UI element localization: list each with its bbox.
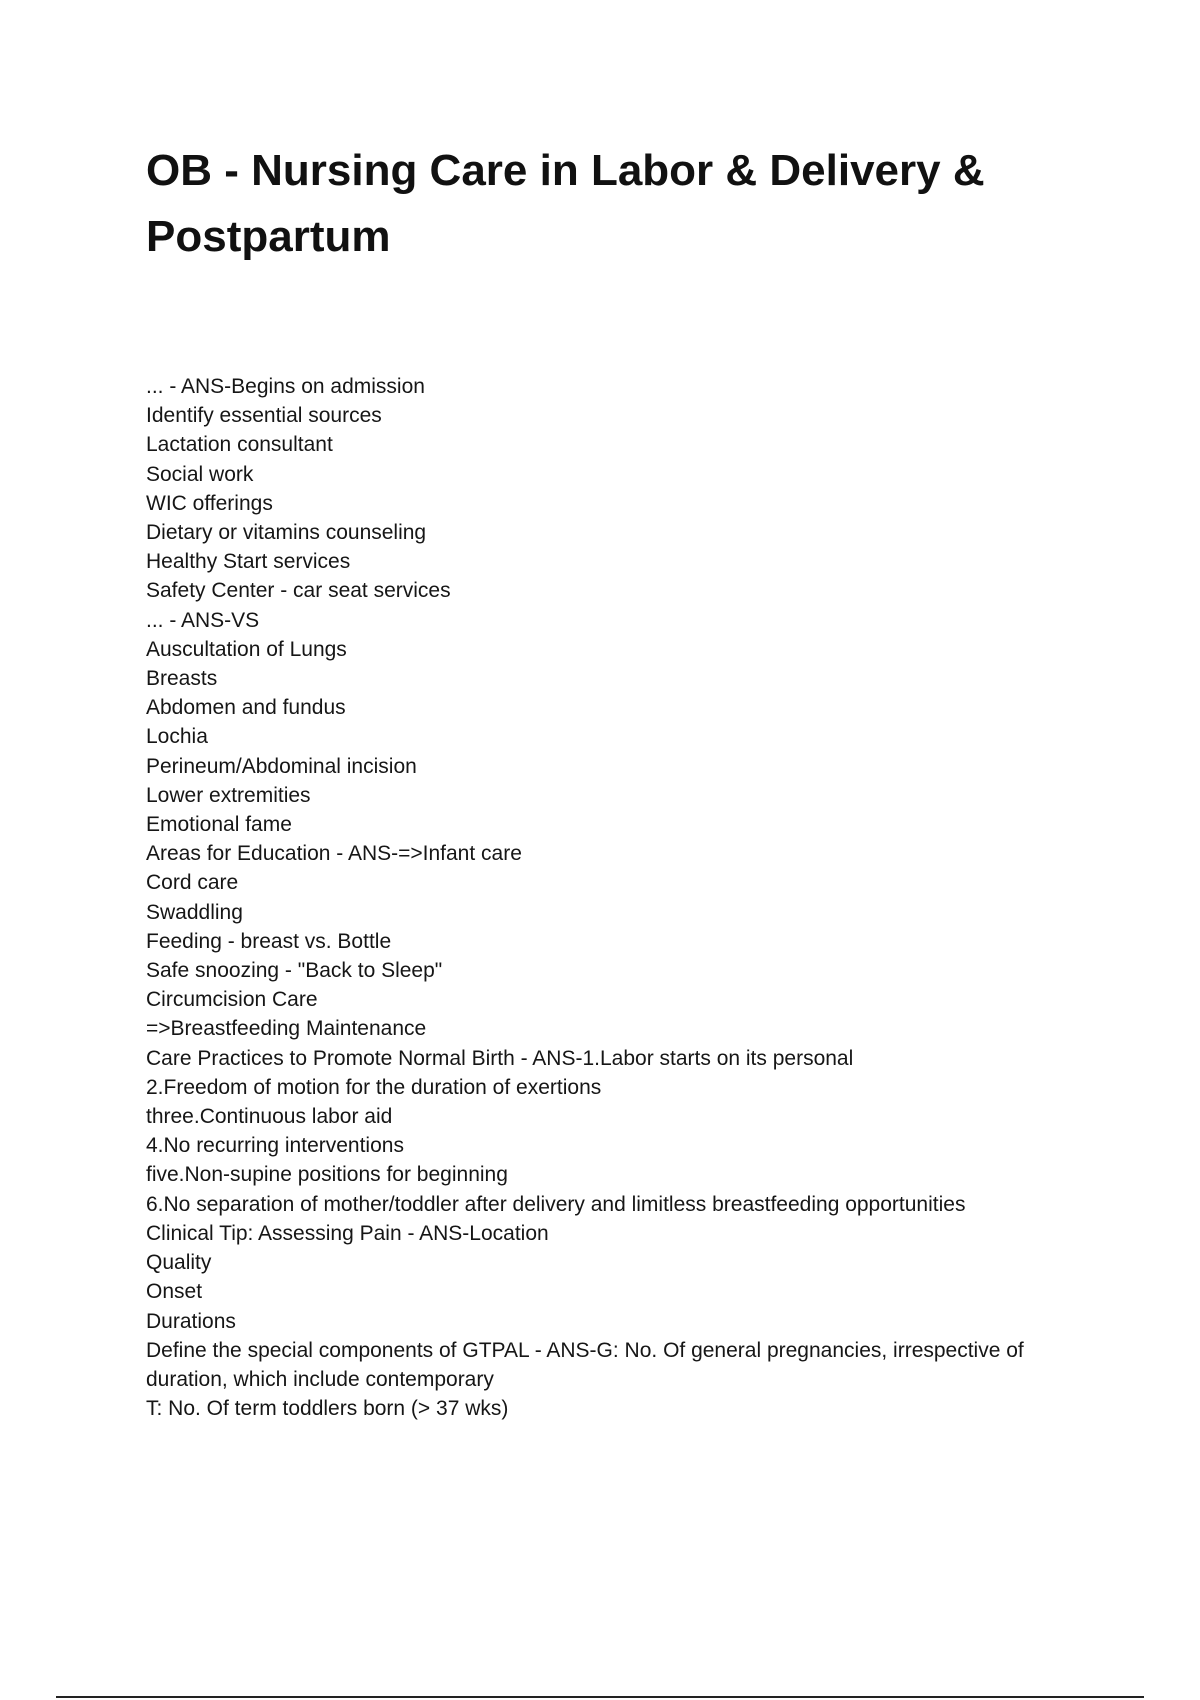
content-line: Identify essential sources bbox=[146, 404, 382, 428]
content-line: Durations bbox=[146, 1309, 236, 1333]
content-line: Quality bbox=[146, 1251, 212, 1275]
content-line: Healthy Start services bbox=[146, 550, 351, 574]
content-line: Dietary or vitamins counseling bbox=[146, 521, 427, 545]
content-line: Emotional fame bbox=[146, 813, 292, 837]
content-line: Cord care bbox=[146, 871, 239, 895]
content-line: Lower extremities bbox=[146, 783, 311, 807]
content-line: 4.No recurring interventions bbox=[146, 1134, 404, 1158]
content-line: ... - ANS-VS bbox=[146, 608, 260, 632]
content-line: 2.Freedom of motion for the duration of exertions bbox=[146, 1075, 602, 1099]
content-line: Care Practices to Promote Normal Birth - ANS-1.Labor starts on its personal bbox=[146, 1046, 854, 1070]
content-line: Safety Center - car seat services bbox=[146, 579, 451, 603]
content-line: Swaddling bbox=[146, 900, 243, 924]
page-bottom-rule bbox=[56, 1696, 1144, 1698]
content-line: Onset bbox=[146, 1280, 203, 1304]
content-line: five.Non-supine positions for beginning bbox=[146, 1163, 508, 1187]
content-line: WIC offerings bbox=[146, 491, 273, 515]
content-line: Circumcision Care bbox=[146, 988, 318, 1012]
content-line: Lactation consultant bbox=[146, 433, 333, 457]
page-title: OB - Nursing Care in Labor & Delivery & Postpartum bbox=[146, 146, 985, 261]
content-line: Abdomen and fundus bbox=[146, 696, 346, 720]
content-line: Areas for Education - ANS-=>Infant care bbox=[146, 842, 522, 866]
content-line: 6.No separation of mother/toddler after delivery and limitless breastfeeding opportunities bbox=[146, 1192, 966, 1216]
content-line: Safe snoozing - "Back to Sleep" bbox=[146, 959, 443, 983]
content-line: three.Continuous labor aid bbox=[146, 1105, 393, 1129]
content-line: Auscultation of Lungs bbox=[146, 637, 347, 661]
content-line: =>Breastfeeding Maintenance bbox=[146, 1017, 427, 1041]
content-line: Lochia bbox=[146, 725, 208, 749]
content-line: duration, which include contemporary bbox=[146, 1367, 494, 1391]
content-line: T: No. Of term toddlers born (> 37 wks) bbox=[146, 1397, 509, 1421]
content-line: Define the special components of GTPAL - ANS-G: No. Of general pregnancies, irrespective of bbox=[146, 1338, 1024, 1362]
content-line: Social work bbox=[146, 462, 254, 486]
content-line: ... - ANS-Begins on admission bbox=[146, 375, 425, 398]
content-lines bbox=[146, 372, 1086, 1423]
content-line: Clinical Tip: Assessing Pain - ANS-Location bbox=[146, 1221, 549, 1245]
content-line: Perineum/Abdominal incision bbox=[146, 754, 417, 778]
content-line: Breasts bbox=[146, 667, 218, 691]
content-line: Feeding - breast vs. Bottle bbox=[146, 929, 392, 953]
